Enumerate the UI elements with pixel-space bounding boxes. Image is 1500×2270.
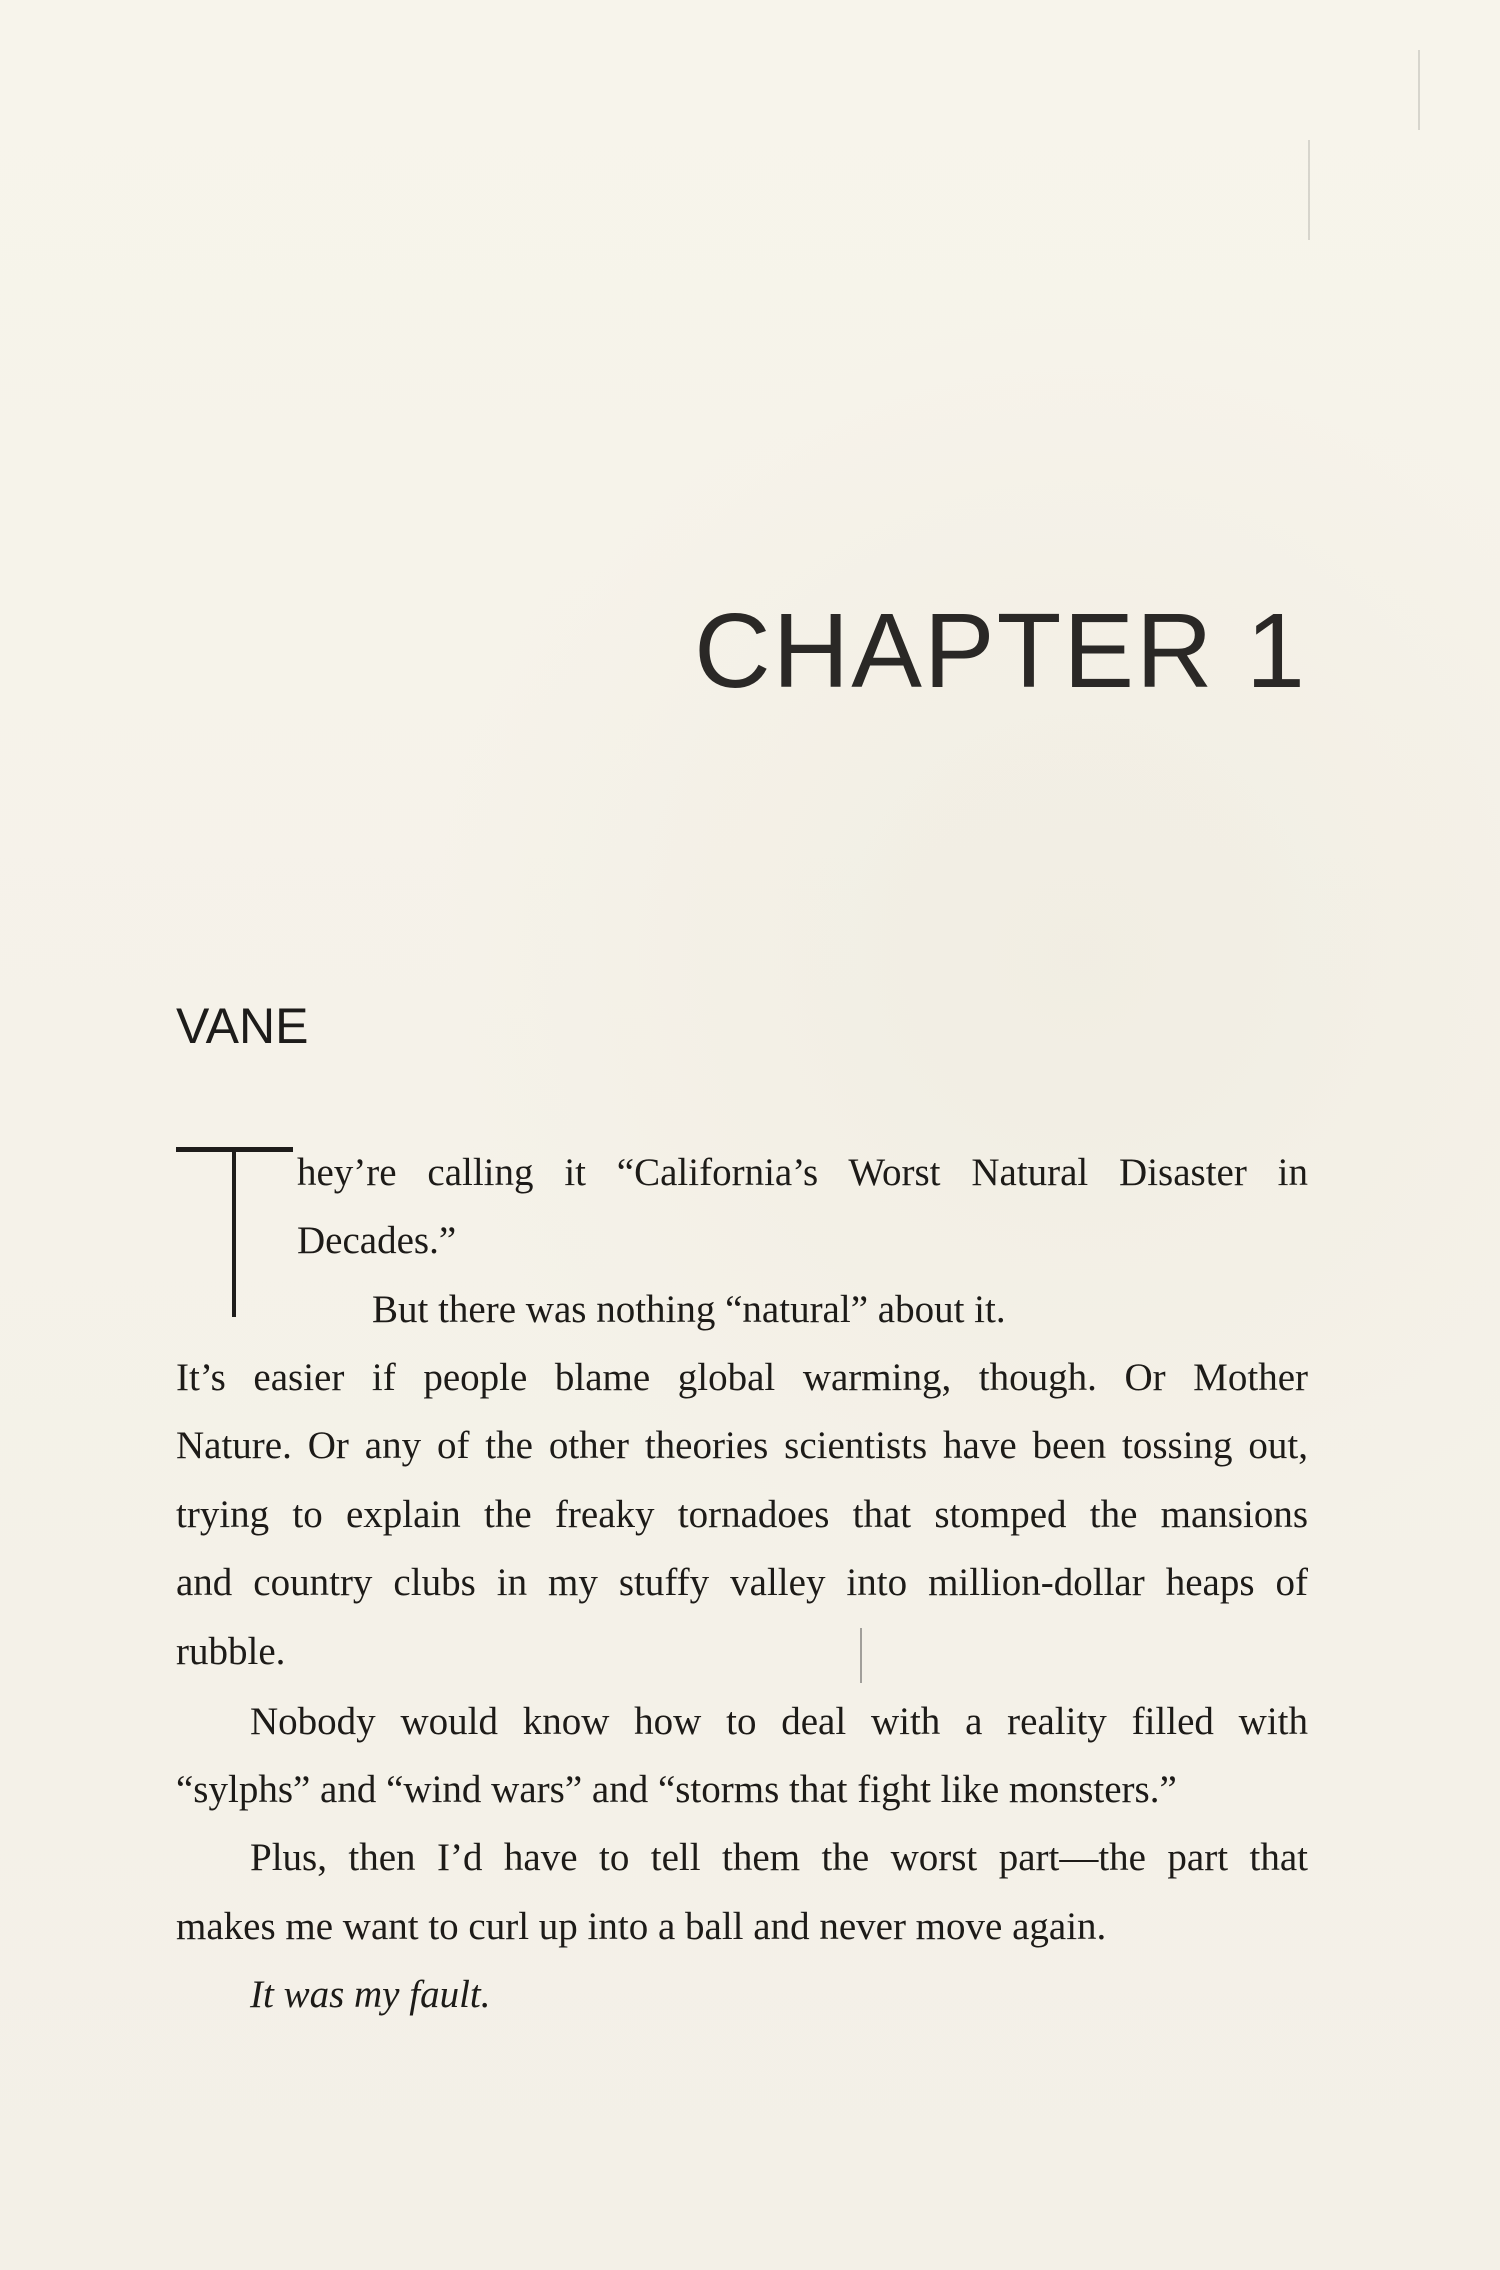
paragraph-line: Plus, then I’d have to tell them the worst part—the part that [250,1836,1308,1879]
paragraph-line: Decades.” [297,1219,457,1262]
paragraph-line: Nobody would know how to deal with a reality filled with [250,1700,1308,1743]
paragraph-line: rubble. [176,1630,286,1673]
paragraph-line: “sylphs” and “wind wars” and “storms that fight like monsters.” [176,1768,1177,1811]
scan-mark [1418,50,1420,130]
drop-cap-stem [232,1147,236,1317]
paragraph-line: Nature. Or any of the other theories scientists have been tossing out, [176,1424,1308,1467]
section-heading: VANE [176,998,309,1054]
paragraph-line: makes me want to curl up into a ball and never move again. [176,1905,1107,1948]
scan-mark [1308,140,1310,240]
paragraph-line: It’s easier if people blame global warming, though. Or Mother [176,1356,1308,1399]
paragraph-line: But there was nothing “natural” about it. [372,1288,1006,1331]
paragraph-line: hey’re calling it “California’s Worst Natural Disaster in [297,1151,1308,1194]
drop-cap [176,1147,293,1317]
paragraph-line-italic: It was my fault. [250,1973,491,2016]
chapter-heading: CHAPTER 1 [694,592,1307,710]
paragraph-line: trying to explain the freaky tornadoes that stomped the mansions [176,1493,1308,1536]
paragraph-line: and country clubs in my stuffy valley into million-dollar heaps of [176,1561,1308,1604]
